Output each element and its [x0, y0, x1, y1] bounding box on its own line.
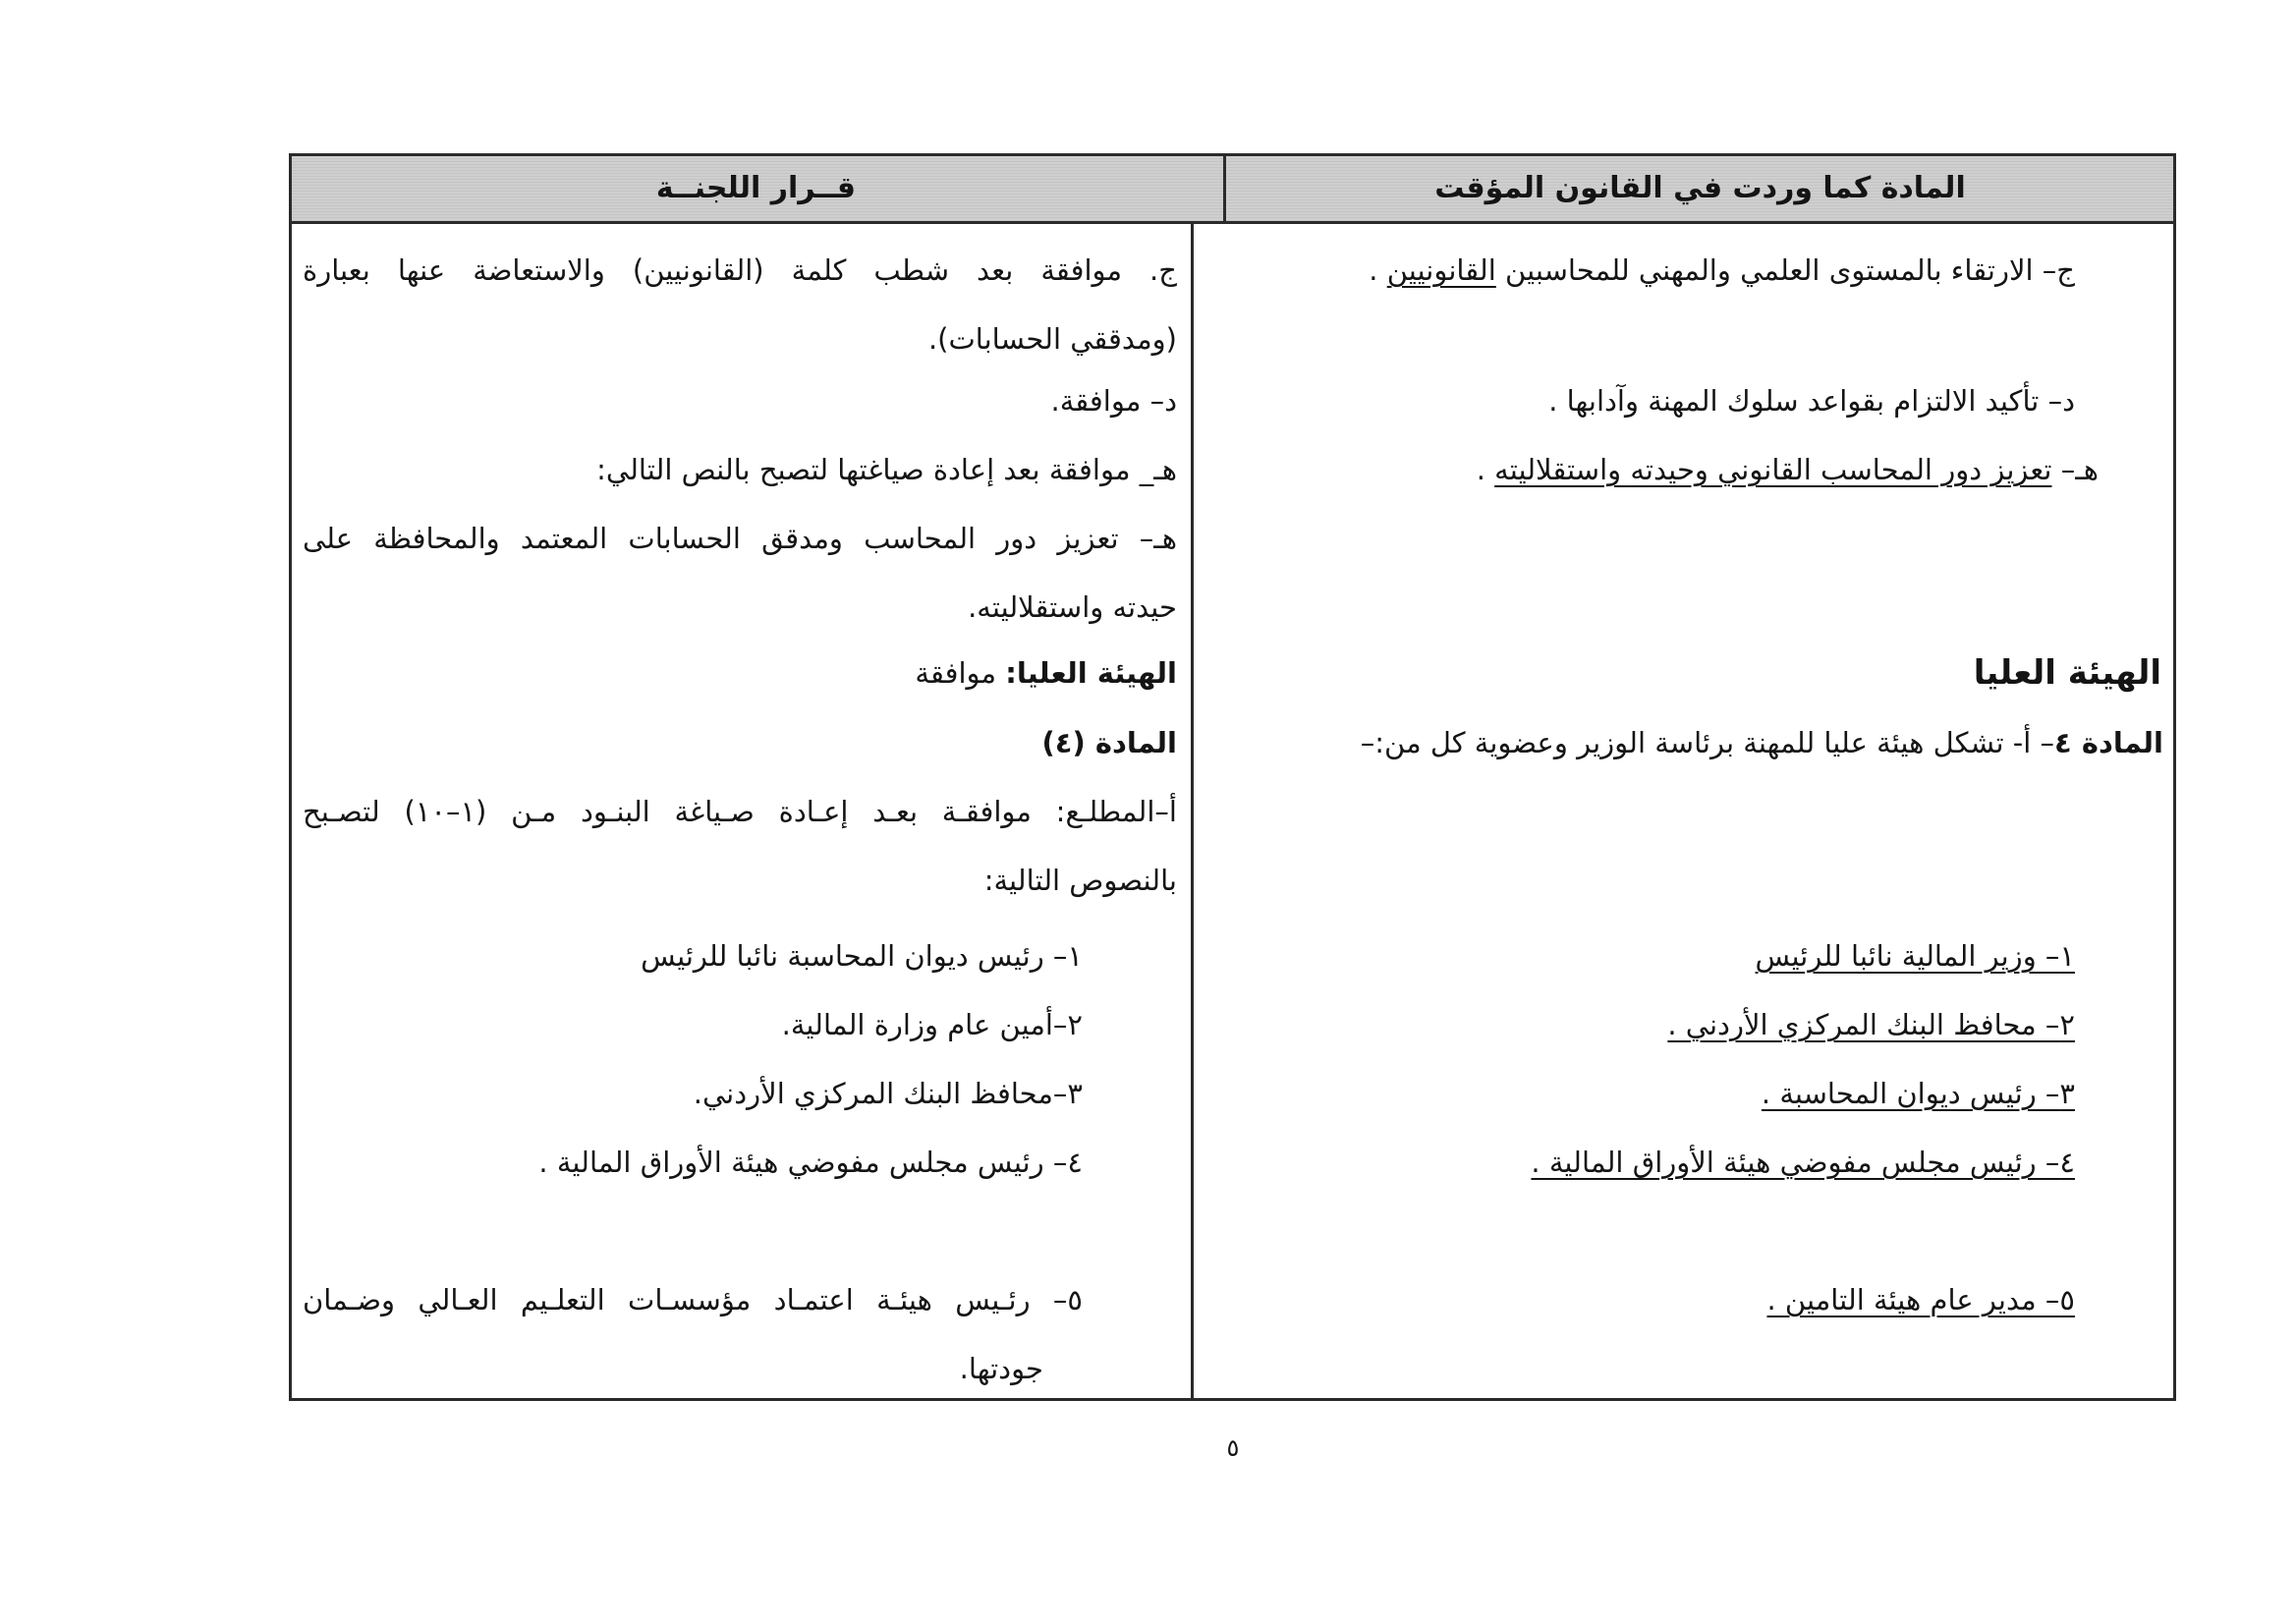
decision-article4-heading: المادة (٤)	[1041, 726, 1177, 759]
decision-c-line1: ج. موافقة بعد شطب كلمة (القانونيين) والاستعاضة عنها بعبارة	[303, 253, 1177, 287]
high-authority-label: الهيئة العليا:	[1005, 656, 1177, 690]
item-c-underlined: القانونيين	[1386, 253, 1496, 287]
decision-member-5-line2: جودتها.	[959, 1352, 1043, 1385]
item-c-prefix: ج– الارتقاء بالمستوى العلمي والمهني للمحاسبين	[1495, 253, 2075, 287]
decision-member-2: ٢–أمين عام وزارة المالية.	[781, 1008, 1083, 1041]
item-h-suffix: .	[1476, 453, 1495, 486]
decision-h-text-line1: هـ– تعزيز دور المحاسب ومدقق الحسابات المعتمد والمحافظة على	[303, 522, 1177, 555]
comparison-table	[289, 153, 2176, 1401]
decision-member-1: ١– رئيس ديوان المحاسبة نائبا للرئيس	[641, 939, 1083, 973]
article4-text: – أ- تشكل هيئة عليا للمهنة برئاسة الوزير وعضوية كل من:–	[1360, 726, 2055, 759]
member-3-original: ٣– رئيس ديوان المحاسبة .	[1761, 1077, 2075, 1110]
original-article-column	[1191, 224, 2173, 1398]
header-divider	[1223, 156, 1226, 221]
decision-h-text-line2: حيدته واستقلاليته.	[968, 590, 1177, 624]
item-h-underlined: تعزيز دور المحاسب القانوني وحيدته واستقلاليته	[1494, 453, 2052, 486]
member-2-original: ٢– محافظ البنك المركزي الأردني .	[1667, 1008, 2075, 1041]
decision-member-3: ٣–محافظ البنك المركزي الأردني.	[693, 1077, 1083, 1110]
member-1-original: ١– وزير المالية نائبا للرئيس	[1755, 939, 2075, 973]
decision-member-5-line1: ٥– رئـيس هيئـة اعتمـاد مؤسسـات التعلـيم العـالي وضـمان	[303, 1283, 1083, 1316]
item-c-original	[1369, 250, 2075, 291]
item-d-original: د– تأكيد الالتزام بقواعد سلوك المهنة وآدابها .	[1548, 384, 2075, 418]
table-body	[289, 224, 2176, 1401]
header-original-article: المادة كما وردت في القانون المؤقت	[1434, 171, 1966, 205]
item-c-suffix: .	[1369, 253, 1387, 287]
decision-d: د– موافقة.	[1050, 384, 1177, 418]
committee-decision-column	[292, 224, 1191, 1398]
header-committee-decision: قــرار اللجنــة	[655, 171, 857, 205]
decision-high-authority	[915, 652, 1177, 694]
decision-h-intro: هـ_ موافقة بعد إعادة صياغتها لتصبح بالنص التالي:	[596, 453, 1177, 486]
high-authority-heading: الهيئة العليا	[1973, 653, 2161, 693]
member-4-original: ٤– رئيس مجلس مفوضي هيئة الأوراق المالية .	[1531, 1146, 2075, 1179]
member-5-original: ٥– مدير عام هيئة التامين .	[1766, 1283, 2075, 1316]
item-h-prefix: هـ–	[2051, 453, 2099, 486]
high-authority-value: موافقة	[915, 656, 1006, 690]
article4-label: المادة ٤	[2054, 726, 2163, 759]
decision-preamble-line2: بالنصوص التالية:	[983, 864, 1177, 897]
article4-original	[1361, 722, 2163, 763]
decision-member-4: ٤– رئيس مجلس مفوضي هيئة الأوراق المالية .	[538, 1146, 1083, 1179]
decision-preamble-line1: أ–المطلـع: موافقـة بعـد إعـادة صـياغة البنـود مـن (١–١٠) لتصـبح	[303, 795, 1177, 828]
table-header-row	[289, 153, 2176, 224]
decision-c-line2: (ومدققي الحسابات).	[927, 322, 1177, 356]
item-h-original	[1477, 449, 2099, 490]
page-number: ٥	[1226, 1434, 1240, 1462]
